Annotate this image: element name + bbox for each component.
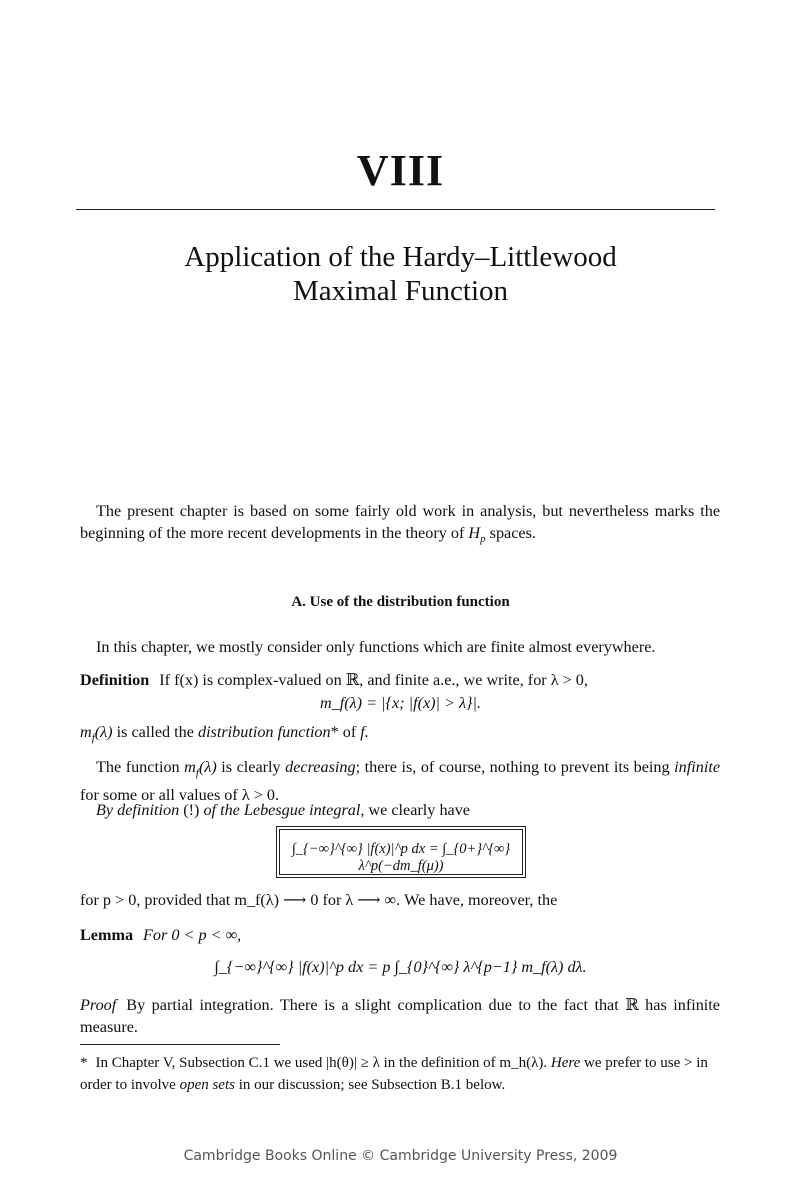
chapter-title-line-2: Maximal Function [292, 275, 509, 307]
definition-label: Definition [80, 671, 150, 689]
definition-text: If f(x) is complex-valued on ℝ, and finite a.e., we write, for λ > 0, [159, 671, 588, 689]
chapter-title-line-1: Application of the Hardy–Littlewood [184, 241, 617, 273]
proof-paragraph [80, 994, 720, 1038]
section-heading: A. Use of the distribution function [291, 594, 510, 610]
lemma-formula: ∫_{−∞}^{∞} |f(x)|^p dx = p ∫_{0}^{∞} λ^{p−1} m_f(λ) dλ. [214, 958, 587, 976]
paragraph-4: By definition (!) of the Lebesgue integral, we clearly have [96, 801, 470, 819]
paragraph-5: for p > 0, provided that m_f(λ) ⟶ 0 for λ ⟶ ∞. We have, moreover, the [80, 891, 558, 909]
lemma-label: Lemma [80, 926, 134, 944]
definition-formula: m_f(λ) = |{x; |f(x)| > λ}|. [320, 694, 481, 712]
intro-paragraph: The present chapter is based on some fairly old work in analysis, but nevertheless marks the beginning of the more recent developments in the theory of $H_p$ spaces. [80, 502, 720, 546]
paragraph-1: In this chapter, we mostly consider only functions which are finite almost everywhere. [96, 638, 656, 656]
footnote: * In Chapter V, Subsection C.1 we used |h(θ)| ≥ λ in the definition of m_h(λ). Here we prefer to use > in order to involve open sets in our discussion; see Subsection B.1 below. [80, 1055, 708, 1093]
paragraph-2: $m_f(\lambda)$ is called the distribution function* of f. [80, 723, 369, 745]
lemma-paragraph [80, 924, 720, 946]
chapter-title [0, 240, 801, 308]
definition-paragraph [80, 669, 720, 691]
copyright-credit: Cambridge Books Online © Cambridge University Press, 2009 [183, 1148, 618, 1164]
chapter-number: VIII [356, 146, 445, 195]
proof-label: Proof [80, 996, 117, 1014]
proof-text: By partial integration. There is a slight complication due to the fact that ℝ has infinite measure. [80, 996, 720, 1036]
chapter-rule [76, 209, 715, 210]
footnote-rule [80, 1044, 280, 1045]
paragraph-3: The function $m_f(\lambda)$ is clearly decreasing; there is, of course, nothing to prevent its being infinite for some or all values of λ > 0. [80, 758, 720, 805]
boxed-equation [276, 826, 526, 878]
lemma-text: For 0 < p < ∞, [143, 926, 242, 944]
boxed-formula: ∫_{−∞}^{∞} |f(x)|^p dx = ∫_{0+}^{∞} λ^p(−dm_f(μ)) [291, 841, 511, 874]
